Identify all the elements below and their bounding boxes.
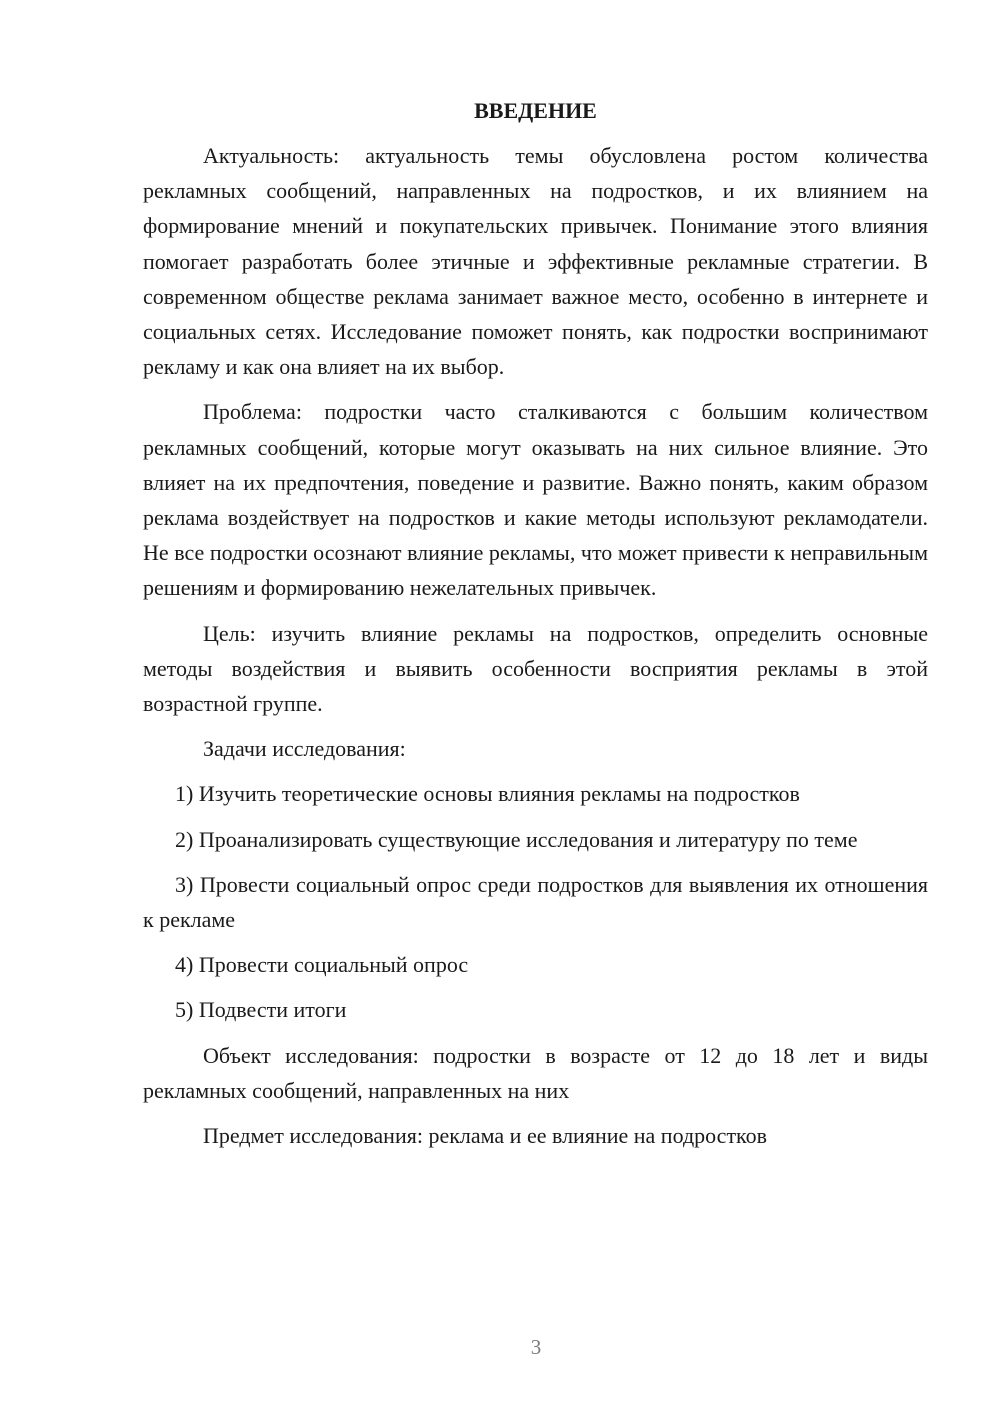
subject-paragraph: Предмет исследования: реклама и ее влияние на подростков: [203, 1123, 768, 1149]
relevance-paragraph: Актуальность: актуальность темы обусловлена ростом количества рекламных сообщений, направленных на подростков, и их влиянием на формирование мнений и покупательских привычек. Понимание этого влияния помогает разработать более этичные и эффективные рекламные стратегии. В современном обществе реклама занимает важное место, особенно в интернете и социальных сетях. Исследование поможет понять, как подростки воспринимают рекламу и как она влияет на их выбор.: [143, 143, 928, 380]
page-content: [143, 96, 928, 1153]
section-heading: ВВЕДЕНИЕ: [474, 98, 597, 123]
goal-paragraph: Цель: изучить влияние рекламы на подростков, определить основные методы воздействия и выявить особенности восприятия рекламы в этой возрастной группе.: [143, 620, 928, 717]
tasks-title: Задачи исследования:: [203, 736, 406, 762]
task-item-1: 1) Изучить теоретические основы влияния рекламы на подростков: [175, 781, 800, 807]
problem-paragraph: Проблема: подростки часто сталкиваются с большим количеством рекламных сообщений, которые могут оказывать на них сильное влияние. Это влияет на их предпочтения, поведение и развитие. Важно понять, каким образом реклама воздействует на подростков и какие методы используют рекламодатели. Не все подростки осознают влияние рекламы, что может привести к неправильным решениям и формированию нежелательных привычек.: [143, 399, 928, 601]
task-item-2: 2) Проанализировать существующие исследования и литературу по теме: [175, 826, 858, 852]
object-paragraph: Объект исследования: подростки в возрасте от 12 до 18 лет и виды рекламных сообщений, направленных на них: [143, 1042, 928, 1103]
task-item-5: 5) Подвести итоги: [175, 997, 347, 1023]
task-item-3: 3) Провести социальный опрос среди подростков для выявления их отношения к рекламе: [143, 871, 928, 933]
task-item-4: 4) Провести социальный опрос: [175, 952, 469, 978]
page-number: 3: [530, 1335, 542, 1359]
